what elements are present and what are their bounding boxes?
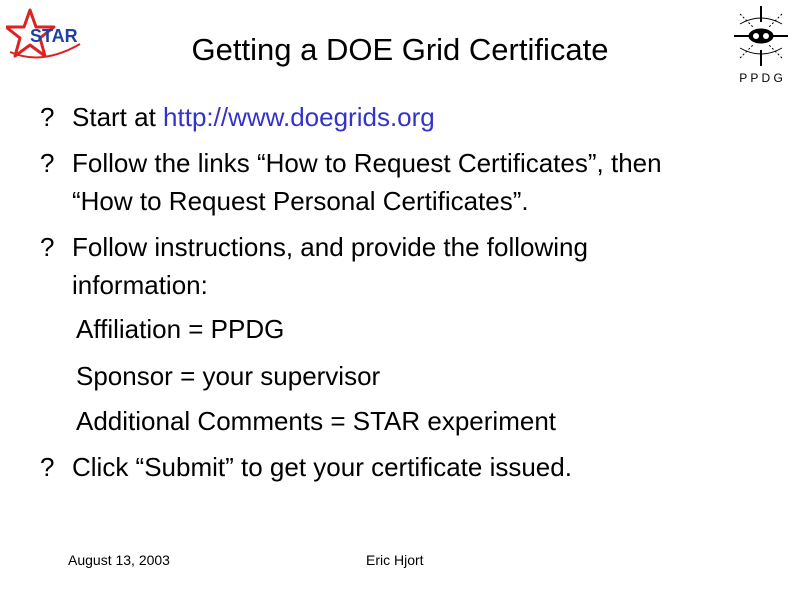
bullet-3-line-1: Follow instructions, and provide the following [72,232,588,262]
page-title: Getting a DOE Grid Certificate [191,32,609,67]
footer-author: Eric Hjort [366,552,424,568]
bullet-4-text: Click “Submit” to get your certificate issued. [72,452,572,482]
doegrids-link[interactable]: http://www.doegrids.org [163,102,435,132]
bullet-marker: ? [40,102,55,132]
bullet-2-line-2: “How to Request Personal Certificates”. [72,186,529,216]
bullet-2-line-1: Follow the links “How to Request Certificates”, then [72,148,662,178]
bullet-1-text [72,98,435,136]
detail-sponsor: Sponsor = your supervisor [76,361,381,391]
detail-comments: Additional Comments = STAR experiment [76,406,556,436]
bullet-marker: ? [40,452,55,482]
bullet-3-line-2: information: [72,270,208,300]
bullet-1-prefix: Start at [72,102,164,132]
ppdg-logo-text: P P D G [739,71,783,85]
bullet-marker: ? [40,148,55,178]
bullet-marker: ? [40,232,55,262]
star-logo-text: STAR [30,26,78,46]
footer-date: August 13, 2003 [68,552,170,568]
detail-affiliation: Affiliation = PPDG [76,314,285,344]
